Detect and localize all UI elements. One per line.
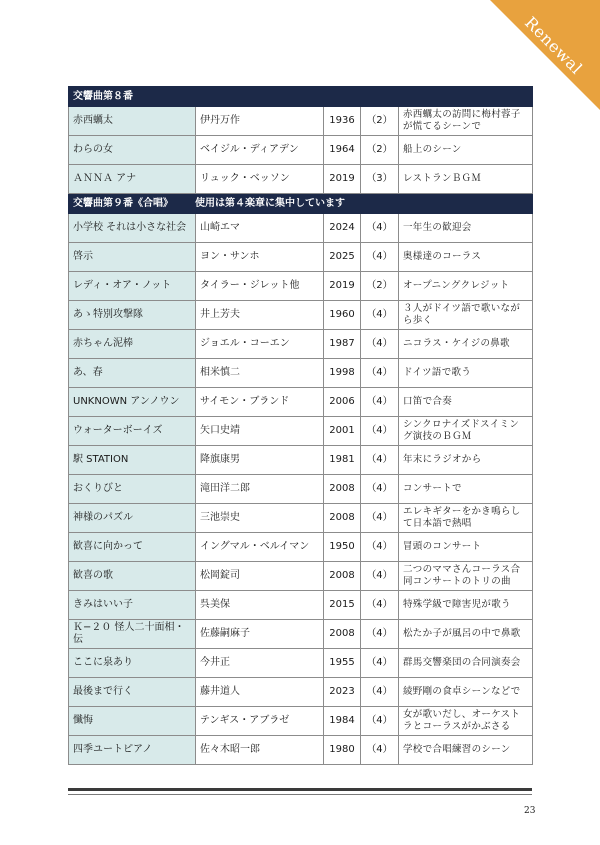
year-cell: 2024 (324, 214, 361, 243)
table-row (69, 504, 533, 533)
year-cell: 1964 (324, 136, 361, 165)
table-row (69, 107, 533, 136)
usage-note-cell: 群馬交響楽団の合同演奏会 (399, 649, 533, 678)
movement-cell: （4） (361, 736, 399, 765)
usage-note-cell: 二つのママさんコーラス合同コンサートのトリの曲 (399, 562, 533, 591)
usage-note-cell: 年末にラジオから (399, 446, 533, 475)
footer-rule-thin (68, 794, 532, 795)
year-cell: 1960 (324, 301, 361, 330)
section-header-row (69, 87, 533, 107)
table-row (69, 301, 533, 330)
usage-note-cell: 一年生の歓迎会 (399, 214, 533, 243)
director-cell: ヨン・サンホ (196, 243, 324, 272)
usage-note-cell: レストランＢＧＭ (399, 165, 533, 194)
year-cell: 2015 (324, 591, 361, 620)
table-body (69, 87, 533, 765)
movement-cell: （4） (361, 301, 399, 330)
year-cell: 2008 (324, 620, 361, 649)
renewal-badge: Renewal (520, 12, 587, 79)
table-row (69, 388, 533, 417)
movement-cell: （4） (361, 504, 399, 533)
movement-cell: （2） (361, 136, 399, 165)
usage-note-cell: 特殊学級で障害児が歌う (399, 591, 533, 620)
movement-cell: （4） (361, 649, 399, 678)
year-cell: 2019 (324, 165, 361, 194)
table-row (69, 446, 533, 475)
year-cell: 2006 (324, 388, 361, 417)
film-title-cell: 赤西蠣太 (69, 107, 196, 136)
year-cell: 1998 (324, 359, 361, 388)
film-title-cell: Ｋ−２０ 怪人二十面相・伝 (69, 620, 196, 649)
film-title-cell: ここに泉あり (69, 649, 196, 678)
movement-cell: （4） (361, 417, 399, 446)
usage-note-cell: 女が歌いだし、オーケストラとコーラスがかぶさる (399, 707, 533, 736)
table-row (69, 707, 533, 736)
film-title-cell: おくりびと (69, 475, 196, 504)
film-title-cell: UNKNOWN アンノウン (69, 388, 196, 417)
year-cell: 1950 (324, 533, 361, 562)
director-cell: 三池崇史 (196, 504, 324, 533)
film-title-cell: 啓示 (69, 243, 196, 272)
movement-cell: （4） (361, 330, 399, 359)
film-title-cell: きみはいい子 (69, 591, 196, 620)
director-cell: 佐々木昭一郎 (196, 736, 324, 765)
film-title-cell: 駅 STATION (69, 446, 196, 475)
usage-note-cell: コンサートで (399, 475, 533, 504)
section-title: 交響曲第８番 (73, 90, 133, 102)
director-cell: 降旗康男 (196, 446, 324, 475)
year-cell: 1955 (324, 649, 361, 678)
director-cell: ジョエル・コーエン (196, 330, 324, 359)
director-cell: 井上芳夫 (196, 301, 324, 330)
section-title: 交響曲第９番《合唱》 (73, 197, 173, 209)
movement-cell: （4） (361, 678, 399, 707)
usage-note-cell: 奥様達のコーラス (399, 243, 533, 272)
director-cell: リュック・ベッソン (196, 165, 324, 194)
section-header-cell (69, 87, 533, 107)
year-cell: 2008 (324, 562, 361, 591)
table-row (69, 736, 533, 765)
director-cell: 滝田洋二郎 (196, 475, 324, 504)
section-header-cell (69, 194, 533, 214)
table-row (69, 475, 533, 504)
director-cell: 矢口史靖 (196, 417, 324, 446)
usage-note-cell: 赤西蠣太の訪問に梅村蓉子が慌てるシーンで (399, 107, 533, 136)
movement-cell: （4） (361, 214, 399, 243)
movement-cell: （4） (361, 591, 399, 620)
movement-cell: （4） (361, 620, 399, 649)
director-cell: 藤井道人 (196, 678, 324, 707)
usage-note-cell: オープニングクレジット (399, 272, 533, 301)
table-row (69, 562, 533, 591)
year-cell: 2008 (324, 475, 361, 504)
year-cell: 1984 (324, 707, 361, 736)
movement-cell: （4） (361, 243, 399, 272)
usage-note-cell: 松たか子が風呂の中で鼻歌 (399, 620, 533, 649)
movement-cell: （4） (361, 446, 399, 475)
year-cell: 2023 (324, 678, 361, 707)
table-row (69, 533, 533, 562)
movement-cell: （4） (361, 388, 399, 417)
movement-cell: （2） (361, 107, 399, 136)
usage-note-cell: 綾野剛の食卓シーンなどで (399, 678, 533, 707)
table-row (69, 591, 533, 620)
footer-rule (68, 788, 532, 791)
table-row (69, 649, 533, 678)
film-title-cell: 歓喜に向かって (69, 533, 196, 562)
director-cell: 松岡錠司 (196, 562, 324, 591)
director-cell: 佐藤嗣麻子 (196, 620, 324, 649)
movement-cell: （4） (361, 562, 399, 591)
usage-note-cell: ３人がドイツ語で歌いながら歩く (399, 301, 533, 330)
film-title-cell: 小学校 それは小さな社会 (69, 214, 196, 243)
usage-note-cell: ニコラス・ケイジの鼻歌 (399, 330, 533, 359)
table-row (69, 243, 533, 272)
film-title-cell: ＡＮＮＡ アナ (69, 165, 196, 194)
movement-cell: （3） (361, 165, 399, 194)
film-title-cell: 四季ユートピアノ (69, 736, 196, 765)
year-cell: 1987 (324, 330, 361, 359)
usage-note-cell: 冒頭のコンサート (399, 533, 533, 562)
director-cell: 相米慎二 (196, 359, 324, 388)
director-cell: 伊丹万作 (196, 107, 324, 136)
usage-note-cell: 船上のシーン (399, 136, 533, 165)
movement-cell: （4） (361, 359, 399, 388)
table-row (69, 165, 533, 194)
table-row (69, 678, 533, 707)
year-cell: 2025 (324, 243, 361, 272)
film-title-cell: 神様のパズル (69, 504, 196, 533)
film-music-table (68, 86, 533, 765)
usage-note-cell: シンクロナイズドスイミング演技のＢＧＭ (399, 417, 533, 446)
movement-cell: （4） (361, 707, 399, 736)
usage-note-cell: 口笛で合奏 (399, 388, 533, 417)
film-title-cell: わらの女 (69, 136, 196, 165)
director-cell: イングマル・ベルイマン (196, 533, 324, 562)
director-cell: 呉美保 (196, 591, 324, 620)
director-cell: 山崎エマ (196, 214, 324, 243)
year-cell: 2001 (324, 417, 361, 446)
director-cell: ベイジル・ディアデン (196, 136, 324, 165)
table-row (69, 136, 533, 165)
film-title-cell: 最後まで行く (69, 678, 196, 707)
usage-note-cell: エレキギターをかき鳴らして日本語で熱唱 (399, 504, 533, 533)
director-cell: サイモン・ブランド (196, 388, 324, 417)
film-title-cell: あゝ特別攻撃隊 (69, 301, 196, 330)
movement-cell: （4） (361, 475, 399, 504)
director-cell: タイラー・ジレット他 (196, 272, 324, 301)
table-row (69, 359, 533, 388)
film-title-cell: 歓喜の歌 (69, 562, 196, 591)
film-title-cell: ウォーターボーイズ (69, 417, 196, 446)
section-subtitle: 使用は第４楽章に集中しています (195, 197, 345, 209)
film-title-cell: あ、春 (69, 359, 196, 388)
film-title-cell: 懺悔 (69, 707, 196, 736)
table-row (69, 330, 533, 359)
usage-note-cell: ドイツ語で歌う (399, 359, 533, 388)
section-header-row (69, 194, 533, 214)
usage-note-cell: 学校で合唱練習のシーン (399, 736, 533, 765)
movement-cell: （4） (361, 533, 399, 562)
page-number: 23 (524, 806, 536, 816)
director-cell: 今井正 (196, 649, 324, 678)
film-title-cell: レディ・オア・ノット (69, 272, 196, 301)
movement-cell: （2） (361, 272, 399, 301)
table-row (69, 417, 533, 446)
table-row (69, 272, 533, 301)
year-cell: 1980 (324, 736, 361, 765)
year-cell: 1936 (324, 107, 361, 136)
year-cell: 2019 (324, 272, 361, 301)
table-row (69, 620, 533, 649)
director-cell: テンギス・アブラゼ (196, 707, 324, 736)
table-row (69, 214, 533, 243)
film-title-cell: 赤ちゃん泥棒 (69, 330, 196, 359)
year-cell: 2008 (324, 504, 361, 533)
year-cell: 1981 (324, 446, 361, 475)
